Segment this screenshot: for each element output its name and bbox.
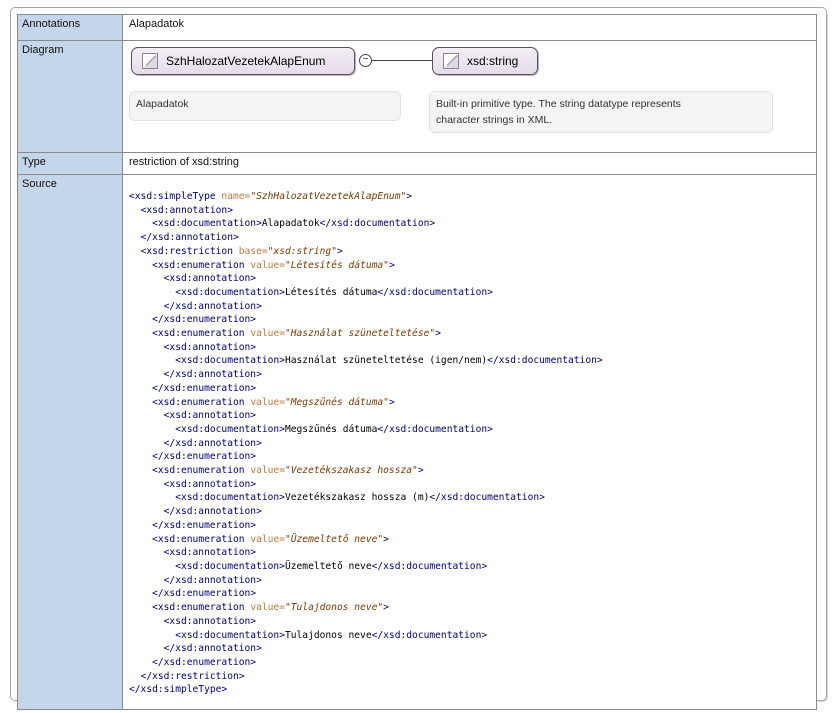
base-type-note-line2: character strings in XML. [436,114,553,126]
component-table [17,14,817,710]
annotations-label: Annotations [18,15,123,41]
type-row [18,153,817,175]
code-attr: value= [250,602,285,614]
code-line [129,355,603,366]
code-tag: <xsd:annotation> [163,341,257,353]
base-type-icon [443,53,459,69]
code-attr: value= [250,533,285,545]
code-line [129,191,412,202]
code-tag: </xsd:documentation> [377,423,493,435]
code-line [129,369,262,380]
code-tag: </xsd:enumeration> [152,588,257,600]
diagram-cell [123,41,817,153]
code-tag: </xsd:annotation> [163,643,262,655]
code-tag: </xsd:enumeration> [152,451,257,463]
code-line [129,588,256,599]
source-row [18,175,817,710]
code-tag: <xsd:annotation> [163,615,257,627]
code-tag: </xsd:annotation> [163,300,262,312]
code-line [129,342,256,353]
code-line [129,575,262,586]
code-tag: <xsd:annotation> [140,204,233,216]
code-text: Használat szüneteltetése (igen/nem) [284,355,488,367]
code-line [129,616,256,627]
code-line [129,479,256,490]
code-attr: value= [250,259,285,271]
code-tag: </xsd:enumeration> [152,519,257,531]
code-tag: </xsd:documentation> [429,492,545,504]
code-attr: value= [250,396,285,408]
code-tag: <xsd:documentation> [175,286,285,298]
code-line [129,630,487,641]
code-tag: </xsd:annotation> [163,437,262,449]
annotations-value: Alapadatok [123,15,817,41]
code-line [129,671,245,682]
code-attr-value: "Vezetékszakasz hossza" [284,465,418,477]
code-tag: <xsd:documentation> [152,218,262,230]
simple-type-icon [142,53,158,69]
type-value: restriction of xsd:string [123,153,817,175]
code-tag: <xsd:simpleType [129,191,222,202]
code-line [129,602,389,613]
code-tag: > [383,602,389,614]
code-tag: </xsd:annotation> [140,232,239,244]
code-attr-value: "Használat szüneteltetése" [284,328,436,340]
type-label: Type [18,153,123,175]
code-attr-value: "SzhHalozatVezetekAlapEnum" [250,191,407,202]
code-tag: </xsd:restriction> [140,670,245,682]
code-tag: </xsd:documentation> [319,218,436,230]
code-line [129,534,389,545]
diagram-label: Diagram [18,41,123,153]
code-attr: value= [250,328,285,340]
code-attr-value: "Üzemeltető neve" [284,533,384,545]
base-type-note [429,91,773,133]
code-tag: </xsd:annotation> [163,369,262,381]
code-line [129,684,227,695]
code-line [129,328,441,339]
code-tag: > [383,533,389,545]
diagram-row [18,41,817,153]
code-tag: > [336,245,343,257]
code-tag: <xsd:enumeration [152,259,251,271]
code-tag: <xsd:documentation> [175,492,285,504]
code-attr: base= [238,245,268,257]
code-text: Vezetékszakasz hossza (m) [284,492,430,504]
code-line [129,273,256,284]
code-line [129,246,343,257]
base-type-node[interactable] [432,47,538,75]
code-line [129,438,262,449]
code-tag: <xsd:enumeration [152,533,251,545]
code-tag: <xsd:annotation> [163,547,257,559]
code-line [129,383,256,394]
code-tag: <xsd:enumeration [152,328,251,340]
code-text: Megszűnés dátuma [284,423,378,435]
code-line [129,301,262,312]
code-attr-value: "Tulajdonos neve" [284,602,384,614]
code-tag: <xsd:documentation> [175,629,285,641]
code-text: Alapadatok [261,218,320,230]
code-line [129,410,256,421]
code-line [129,492,545,503]
code-line [129,561,487,572]
code-text: Létesítés dátuma [284,286,378,298]
code-tag: <xsd:enumeration [152,602,251,614]
code-attr: name= [221,191,251,202]
simple-type-node[interactable] [131,47,355,75]
simple-type-note [129,91,401,121]
code-tag: > [417,465,424,477]
code-line [129,218,435,229]
code-tag: > [435,328,441,340]
code-line [129,205,233,216]
code-tag: <xsd:restriction [140,245,239,257]
base-type-node-label: xsd:string [467,54,519,68]
code-line [129,465,424,476]
code-line [129,232,239,243]
code-tag: > [406,191,413,202]
code-line [129,657,256,668]
restriction-connector-icon: − [359,54,372,67]
code-tag: </xsd:documentation> [371,629,488,641]
code-tag: > [388,396,395,408]
code-tag: </xsd:documentation> [377,286,493,298]
code-tag: </xsd:annotation> [163,574,262,586]
annotations-row [18,15,817,41]
code-line [129,547,256,558]
code-tag: <xsd:documentation> [175,560,285,572]
diagram [129,44,810,144]
base-type-note-line1: Built-in primitive type. The string datatype represents [436,98,681,110]
code-line [129,287,493,298]
code-tag: </xsd:documentation> [371,560,488,572]
code-tag: <xsd:annotation> [163,478,257,490]
code-tag: <xsd:documentation> [175,355,285,367]
code-tag: > [388,259,395,271]
source-label: Source [18,175,123,710]
source-code [123,175,816,697]
code-line [129,520,256,531]
code-tag: </xsd:documentation> [487,355,603,367]
code-attr-value: "xsd:string" [267,245,337,257]
code-tag: <xsd:documentation> [175,423,285,435]
code-line [129,506,262,517]
code-tag: <xsd:annotation> [163,273,257,285]
simple-type-node-label: SzhHalozatVezetekAlapEnum [166,54,326,68]
code-text: Tulajdonos neve [284,629,372,641]
simple-type-note-text: Alapadatok [136,98,189,110]
code-line [129,397,395,408]
code-text: Üzemeltető neve [284,560,372,572]
code-tag: </xsd:annotation> [163,506,262,518]
code-line [129,643,262,654]
code-tag: </xsd:simpleType> [129,684,228,696]
code-attr: value= [250,465,285,477]
code-tag: </xsd:enumeration> [152,314,257,326]
code-line [129,260,395,271]
code-tag: </xsd:enumeration> [152,382,257,394]
code-line [129,314,256,325]
code-line [129,424,493,435]
code-line [129,451,256,462]
code-attr-value: "Létesítés dátuma" [284,259,389,271]
code-tag: </xsd:enumeration> [152,656,257,668]
connector-line [372,60,432,61]
code-attr-value: "Megszűnés dátuma" [284,396,389,408]
code-tag: <xsd:annotation> [163,410,257,422]
source-cell [123,175,817,710]
code-tag: <xsd:enumeration [152,465,251,477]
code-tag: <xsd:enumeration [152,396,251,408]
